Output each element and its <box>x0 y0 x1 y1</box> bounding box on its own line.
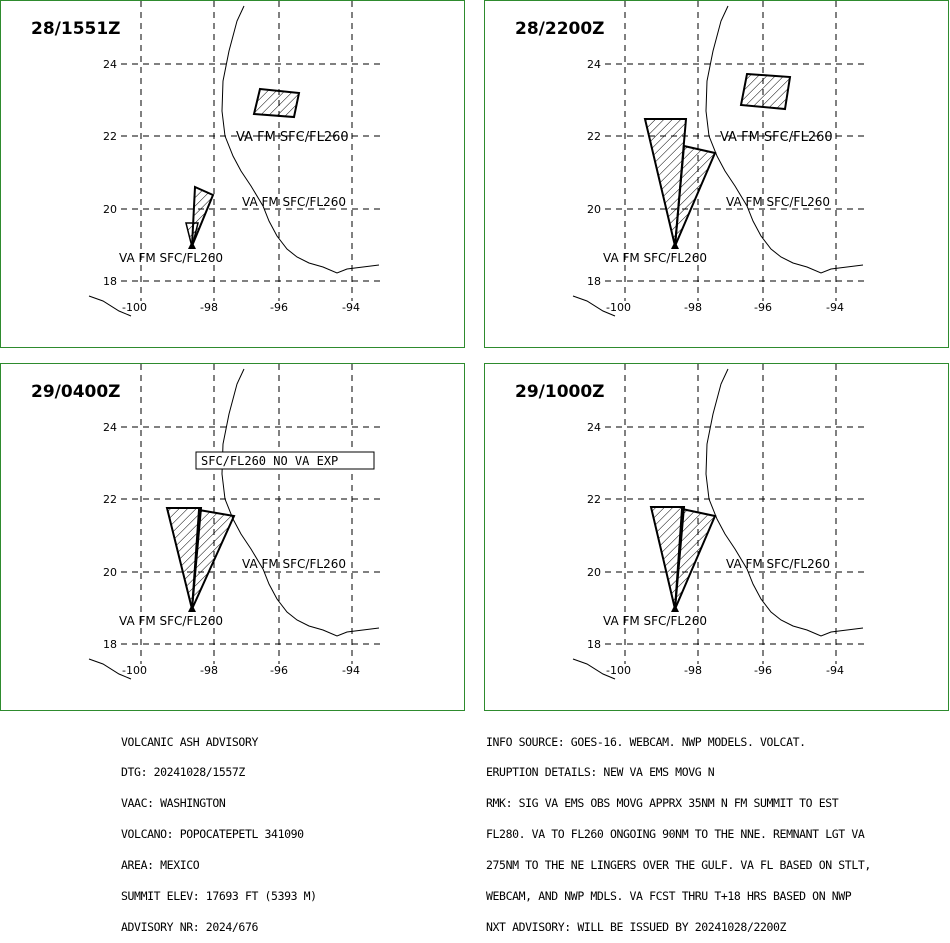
panel-time: 28/1551Z <box>31 19 121 39</box>
lat-tick: 18 <box>587 275 601 288</box>
lon-tick: -100 <box>122 664 147 677</box>
va-label: SFC/FL260 NO VA EXP <box>201 454 339 468</box>
panel-time: 28/2200Z <box>515 19 605 39</box>
va-labels <box>603 130 833 265</box>
lat-tick: 20 <box>587 566 601 579</box>
coastline <box>222 369 379 636</box>
lon-tick: -94 <box>342 301 360 314</box>
lon-tick: -98 <box>200 664 218 677</box>
lat-tick: 22 <box>103 493 117 506</box>
advisory-summary <box>121 716 317 943</box>
map-canvas <box>1 1 465 348</box>
lat-tick: 22 <box>587 130 601 143</box>
lon-tick: -100 <box>606 301 631 314</box>
lat-tick: 24 <box>587 421 601 434</box>
lon-tick: -96 <box>270 301 288 314</box>
va-label: VA FM SFC/FL260 <box>603 251 707 265</box>
lat-tick: 20 <box>587 203 601 216</box>
lon-tick: -96 <box>754 664 772 677</box>
va-label: VA FM SFC/FL260 <box>242 195 346 209</box>
va-label: VA FM SFC/FL260 <box>726 195 830 209</box>
lat-tick: 18 <box>103 275 117 288</box>
ash-area <box>254 89 299 117</box>
advisory-line: FL280. VA TO FL260 ONGOING 90NM TO THE NNE. REMNANT LGT VA <box>486 827 865 842</box>
advisory-line: DTG: 20241028/1557Z <box>121 765 245 780</box>
advisory-line: ERUPTION DETAILS: NEW VA EMS MOVG N <box>486 765 715 780</box>
lon-tick: -94 <box>826 301 844 314</box>
va-labels <box>603 557 830 628</box>
map-panel-2 <box>484 0 949 348</box>
va-label: VA FM SFC/FL260 <box>119 614 223 628</box>
axis-labels <box>587 58 844 314</box>
lon-tick: -96 <box>270 664 288 677</box>
advisory-line: SUMMIT ELEV: 17693 FT (5393 M) <box>121 889 317 904</box>
advisory-line: INFO SOURCE: GOES-16. WEBCAM. NWP MODELS. VOLCAT. <box>486 734 806 749</box>
ash-area <box>675 509 715 609</box>
lat-tick: 24 <box>103 421 117 434</box>
map-panel-1 <box>0 0 465 348</box>
axis-labels <box>103 58 360 314</box>
map-canvas <box>485 364 949 711</box>
lon-tick: -94 <box>342 664 360 677</box>
lat-tick: 18 <box>587 638 601 651</box>
volcano-marker <box>671 241 679 249</box>
va-label: VA FM SFC/FL260 <box>242 557 346 571</box>
panel-time: 29/1000Z <box>515 382 605 402</box>
advisory-remarks <box>486 716 871 943</box>
advisory-line: ADVISORY NR: 2024/676 <box>121 919 258 934</box>
lon-tick: -98 <box>200 301 218 314</box>
axis-labels <box>587 421 844 677</box>
ash-area <box>192 510 234 609</box>
ash-area <box>741 74 790 109</box>
lon-tick: -100 <box>122 301 147 314</box>
va-labels <box>119 454 346 628</box>
advisory-line: WEBCAM, AND NWP MDLS. VA FCST THRU T+18 HRS BASED ON NWP <box>486 889 852 904</box>
lat-tick: 18 <box>103 638 117 651</box>
advisory-line: NXT ADVISORY: WILL BE ISSUED BY 20241028/2200Z <box>486 919 787 934</box>
lon-tick: -98 <box>684 301 702 314</box>
va-label: VA FM SFC/FL260 <box>720 130 833 145</box>
panel-time: 29/0400Z <box>31 382 121 402</box>
lat-tick: 20 <box>103 566 117 579</box>
lat-tick: 22 <box>587 493 601 506</box>
lon-tick: -98 <box>684 664 702 677</box>
lon-tick: -94 <box>826 664 844 677</box>
va-label: VA FM SFC/FL260 <box>726 557 830 571</box>
map-panel-3 <box>0 363 465 711</box>
va-label: VA FM SFC/FL260 <box>236 130 349 145</box>
va-label: VA FM SFC/FL260 <box>603 614 707 628</box>
lat-tick: 24 <box>587 58 601 71</box>
volcano-marker <box>671 604 679 612</box>
va-label: VA FM SFC/FL260 <box>119 251 223 265</box>
map-panel-4 <box>484 363 949 711</box>
lat-tick: 20 <box>103 203 117 216</box>
coastline <box>706 369 863 636</box>
map-canvas <box>485 1 949 348</box>
lon-tick: -100 <box>606 664 631 677</box>
advisory-line: RMK: SIG VA EMS OBS MOVG APPRX 35NM N FM SUMMIT TO EST <box>486 796 839 811</box>
advisory-line: 275NM TO THE NE LINGERS OVER THE GULF. VA FL BASED ON STLT, <box>486 858 871 873</box>
volcano-marker <box>188 241 196 249</box>
advisory-line: VOLCANIC ASH ADVISORY <box>121 734 258 749</box>
lat-tick: 24 <box>103 58 117 71</box>
lon-tick: -96 <box>754 301 772 314</box>
advisory-line: AREA: MEXICO <box>121 858 200 873</box>
lat-tick: 22 <box>103 130 117 143</box>
advisory-line: VAAC: WASHINGTON <box>121 796 226 811</box>
map-canvas <box>1 364 465 711</box>
advisory-line: VOLCANO: POPOCATEPETL 341090 <box>121 827 304 842</box>
va-labels <box>119 130 349 265</box>
